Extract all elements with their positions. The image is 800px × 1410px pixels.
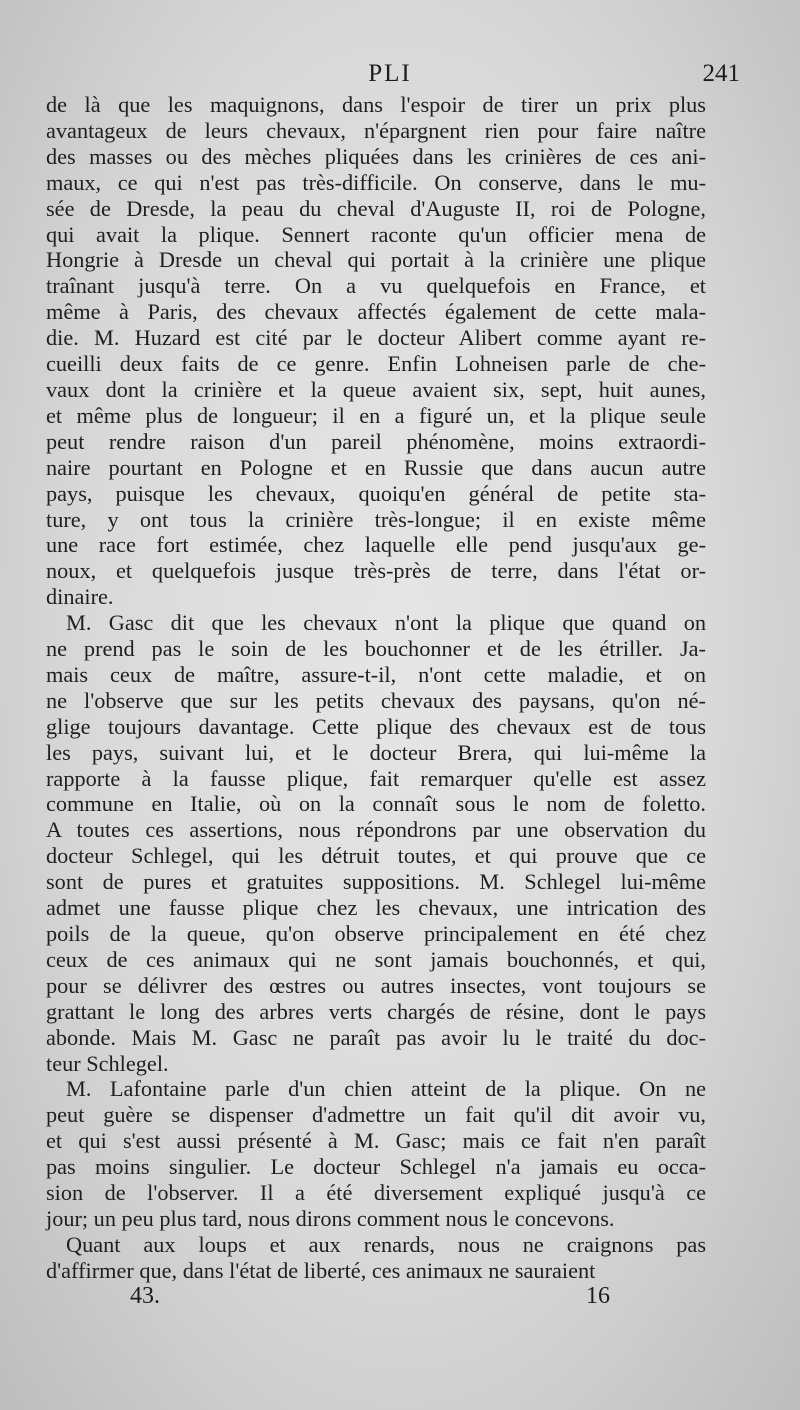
paragraph: [46, 1232, 706, 1284]
text-line: et qui s'est aussi présenté à M. Gasc; mais ce fait n'en paraît: [46, 1128, 706, 1154]
text-line: admet une fausse plique chez les chevaux, une intrication des: [46, 895, 706, 921]
text-line: mais ceux de maître, assure-t-il, n'ont cette maladie, et on: [46, 661, 706, 687]
text-line: d'affirmer que, dans l'état de liberté, ces animaux ne sauraient: [46, 1257, 596, 1283]
text-line: ture, y ont tous la crinière très-longue; il en existe même: [46, 506, 706, 532]
text-line: et même plus de longueur; il en a figuré un, et la plique seule: [46, 402, 706, 428]
text-line: qui avait la plique. Sennert raconte qu'un officier mena de: [46, 221, 706, 247]
text-line: rapporte à la fausse plique, fait remarquer qu'elle est assez: [46, 765, 706, 791]
text-line: Quant aux loups et aux renards, nous ne craignons pas: [66, 1231, 706, 1257]
text-line: ne l'observe que sur les petits chevaux des paysans, qu'on né-: [46, 687, 706, 713]
text-line: des masses ou des mèches pliquées dans les crinières de ces ani-: [46, 143, 706, 169]
text-line: ne prend pas le soin de les bouchonner et de les étriller. Ja-: [46, 636, 706, 662]
text-line: avantageux de leurs chevaux, n'épargnent rien pour faire naître: [46, 117, 706, 143]
text-line: pas moins singulier. Le docteur Schlegel n'a jamais eu occa-: [46, 1154, 706, 1180]
text-line: même à Paris, des chevaux affectés également de cette mala-: [46, 299, 706, 325]
text-line: die. M. Huzard est cité par le docteur Alibert comme ayant re-: [46, 325, 706, 351]
page-number: 241: [702, 60, 740, 87]
text-line: traînant jusqu'à terre. On a vu quelquefois en France, et: [46, 273, 706, 299]
text-line: docteur Schlegel, qui les détruit toutes, et qui prouve que ce: [46, 843, 706, 869]
text-line: poils de la queue, qu'on observe principalement en été chez: [46, 921, 706, 946]
body-text: [46, 92, 706, 1284]
paragraph: [46, 1076, 706, 1231]
text-line: noux, et quelquefois jusque très-près de terre, dans l'état or-: [46, 558, 706, 584]
text-line: ceux de ces animaux qui ne sont jamais bouchonnés, et qui,: [46, 946, 706, 972]
text-line: peut rendre raison d'un pareil phénomène, moins extraordi-: [46, 428, 706, 454]
text-line: commune en Italie, où on la connaît sous le nom de foletto.: [46, 791, 706, 817]
text-line: de là que les maquignons, dans l'espoir de tirer un prix plus: [46, 92, 706, 117]
text-line: naire pourtant en Pologne et en Russie que dans aucun autre: [46, 454, 706, 480]
text-line: vaux dont la crinière et la queue avaient six, sept, huit aunes,: [46, 376, 706, 402]
text-line: dinaire.: [46, 584, 114, 610]
text-line: sont de pures et gratuites suppositions. M. Schlegel lui-même: [46, 869, 706, 895]
page-header: [40, 60, 740, 94]
text-line: M. Lafontaine parle d'un chien atteint de la plique. On ne: [66, 1076, 706, 1102]
paragraph: [46, 610, 706, 1076]
text-line: glige toujours davantage. Cette plique des chevaux est de tous: [46, 713, 706, 739]
text-line: peut guère se dispenser d'admettre un fait qu'il dit avoir vu,: [46, 1102, 706, 1128]
paragraph: [46, 92, 706, 610]
sheet-number: 16: [586, 1283, 610, 1309]
text-line: les pays, suivant lui, et le docteur Brera, qui lui-même la: [46, 739, 706, 765]
text-line: abonde. Mais M. Gasc ne paraît pas avoir lu le traité du doc-: [46, 1024, 706, 1050]
text-line: teur Schlegel.: [46, 1050, 169, 1076]
text-line: pour se délivrer des œstres ou autres insectes, vont toujours se: [46, 972, 706, 998]
text-line: M. Gasc dit que les chevaux n'ont la plique que quand on: [66, 610, 706, 636]
text-line: grattant le long des arbres verts chargés de résine, dont le pays: [46, 998, 706, 1024]
text-line: pays, puisque les chevaux, quoiqu'en général de petite sta-: [46, 480, 706, 506]
text-line: Hongrie à Dresde un cheval qui portait à la crinière une plique: [46, 247, 706, 273]
signature-mark: 43.: [130, 1283, 160, 1309]
text-line: cueilli deux faits de ce genre. Enfin Lohneisen parle de che-: [46, 351, 706, 377]
text-line: maux, ce qui n'est pas très-difficile. On conserve, dans le mu-: [46, 169, 706, 195]
text-line: jour; un peu plus tard, nous dirons comment nous le concevons.: [46, 1205, 615, 1231]
page-footer: [130, 1283, 610, 1313]
text-line: sion de l'observer. Il a été diversement expliqué jusqu'à ce: [46, 1180, 706, 1206]
running-title: PLI: [368, 60, 412, 87]
text-line: sée de Dresde, la peau du cheval d'Auguste II, roi de Pologne,: [46, 195, 706, 221]
text-line: une race fort estimée, chez laquelle elle pend jusqu'aux ge-: [46, 532, 706, 558]
text-line: A toutes ces assertions, nous répondrons par une observation du: [46, 817, 706, 843]
